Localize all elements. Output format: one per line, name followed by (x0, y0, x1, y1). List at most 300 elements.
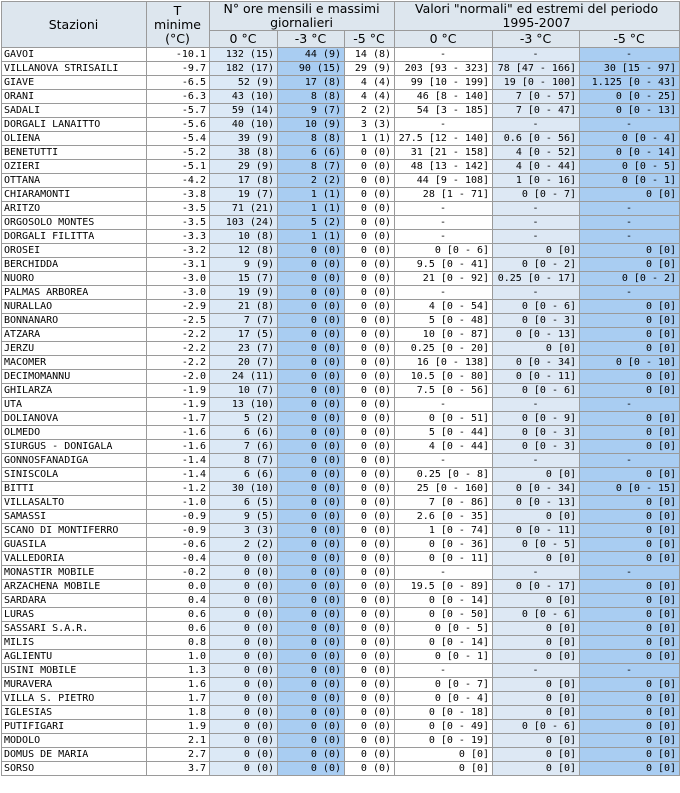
t-min-cell: -0.9 (147, 524, 210, 538)
norm-m5c-cell: 0 [0 - 2] (580, 272, 680, 286)
ore-m5c-cell: 3 (3) (345, 118, 395, 132)
ore-m5c-cell: 0 (0) (345, 272, 395, 286)
ore-0c-cell: 0 (0) (210, 720, 278, 734)
t-min-cell: -2.2 (147, 342, 210, 356)
norm-0c-cell: - (395, 48, 493, 62)
table-row (2, 118, 680, 132)
ore-m5c-cell: 0 (0) (345, 496, 395, 510)
norm-0c-cell: 0 [0 - 50] (395, 608, 493, 622)
norm-m5c-cell: 0 [0] (580, 594, 680, 608)
norm-m5c-cell: 0 [0] (580, 622, 680, 636)
t-min-cell: -5.4 (147, 132, 210, 146)
table-row (2, 692, 680, 706)
norm-m3c-cell: - (493, 286, 580, 300)
norm-0c-cell: 4 [0 - 54] (395, 300, 493, 314)
norm-0c-cell: 0 [0 - 18] (395, 706, 493, 720)
norm-m5c-cell: - (580, 202, 680, 216)
station-name-cell: MACOMER (2, 356, 147, 370)
norm-0c-cell: 27.5 [12 - 140] (395, 132, 493, 146)
ore-0c-cell: 10 (7) (210, 384, 278, 398)
t-min-cell: -6.3 (147, 90, 210, 104)
norm-m3c-cell: - (493, 216, 580, 230)
station-name-cell: OTTANA (2, 174, 147, 188)
station-name-cell: ARZACHENA MOBILE (2, 580, 147, 594)
norm-0c-cell: 5 [0 - 44] (395, 426, 493, 440)
norm-m3c-cell: 0 [0 - 11] (493, 370, 580, 384)
ore-0c-cell: 59 (14) (210, 104, 278, 118)
ore-0c-cell: 0 (0) (210, 566, 278, 580)
ore-m3c-cell: 0 (0) (278, 440, 345, 454)
norm-m5c-cell: 0 [0] (580, 412, 680, 426)
norm-m3c-cell: 4 [0 - 44] (493, 160, 580, 174)
ore-m5c-cell: 0 (0) (345, 174, 395, 188)
ore-m3c-cell: 8 (7) (278, 160, 345, 174)
table-row (2, 174, 680, 188)
table-row (2, 132, 680, 146)
norm-0c-cell: - (395, 202, 493, 216)
norm-m5c-cell: 0 [0] (580, 244, 680, 258)
station-name-cell: MODOLO (2, 734, 147, 748)
ore-m3c-cell: 0 (0) (278, 384, 345, 398)
ore-m3c-cell: 0 (0) (278, 594, 345, 608)
ore-m3c-cell: 0 (0) (278, 538, 345, 552)
table-row (2, 636, 680, 650)
table-row (2, 650, 680, 664)
ore-m5c-cell: 0 (0) (345, 202, 395, 216)
t-min-cell: -5.2 (147, 146, 210, 160)
norm-m5c-cell: 0 [0] (580, 678, 680, 692)
table-row (2, 720, 680, 734)
norm-m5c-cell: 0 [0] (580, 342, 680, 356)
ore-0c-cell: 2 (2) (210, 538, 278, 552)
norm-m3c-cell: 0 [0 - 6] (493, 384, 580, 398)
ore-m3c-cell: 6 (6) (278, 146, 345, 160)
norm-m3c-cell: 0 [0 - 11] (493, 524, 580, 538)
table-row (2, 482, 680, 496)
station-name-cell: ARITZO (2, 202, 147, 216)
norm-m5c-cell: 0 [0] (580, 370, 680, 384)
norm-m5c-cell: 0 [0] (580, 580, 680, 594)
norm-0c-cell: 5 [0 - 48] (395, 314, 493, 328)
norm-0c-cell: 25 [0 - 160] (395, 482, 493, 496)
ore-m3c-cell: 0 (0) (278, 482, 345, 496)
t-min-cell: 2.7 (147, 748, 210, 762)
norm-m3c-cell: 0 [0] (493, 594, 580, 608)
station-name-cell: UTA (2, 398, 147, 412)
station-name-cell: CHIARAMONTI (2, 188, 147, 202)
norm-0c-cell: 0 [0 - 14] (395, 636, 493, 650)
norm-m3c-cell: - (493, 664, 580, 678)
t-min-cell: 1.9 (147, 720, 210, 734)
ore-m5c-cell: 4 (4) (345, 76, 395, 90)
norm-m3c-cell: 0 [0 - 3] (493, 426, 580, 440)
ore-m3c-cell: 0 (0) (278, 566, 345, 580)
norm-m5c-cell: - (580, 566, 680, 580)
ore-0c-cell: 52 (9) (210, 76, 278, 90)
ore-m5c-cell: 29 (9) (345, 62, 395, 76)
ore-m5c-cell: 0 (0) (345, 188, 395, 202)
norm-m5c-cell: 0 [0 - 5] (580, 160, 680, 174)
ore-m5c-cell: 0 (0) (345, 160, 395, 174)
ore-m3c-cell: 1 (1) (278, 202, 345, 216)
table-row (2, 762, 680, 776)
table-row (2, 440, 680, 454)
norm-m3c-cell: 0 [0 - 6] (493, 720, 580, 734)
norm-m5c-cell: 0 [0] (580, 720, 680, 734)
t-min-cell: -2.9 (147, 300, 210, 314)
t-min-cell: 0.4 (147, 594, 210, 608)
ore-0c-cell: 17 (8) (210, 174, 278, 188)
station-name-cell: GIAVE (2, 76, 147, 90)
norm-m5c-cell: 0 [0 - 15] (580, 482, 680, 496)
norm-m3c-cell: 0 [0] (493, 636, 580, 650)
norm-m5c-cell: 0 [0 - 10] (580, 356, 680, 370)
norm-0c-cell: 2.6 [0 - 35] (395, 510, 493, 524)
station-name-cell: GAVOI (2, 48, 147, 62)
norm-0c-cell: 7 [0 - 86] (395, 496, 493, 510)
ore-m3c-cell: 0 (0) (278, 286, 345, 300)
t-min-cell: -3.1 (147, 258, 210, 272)
norm-m3c-cell: 4 [0 - 52] (493, 146, 580, 160)
stazioni-header: Stazioni (2, 2, 147, 48)
ore-0c-cell: 19 (7) (210, 188, 278, 202)
ore-m5c-cell: 0 (0) (345, 608, 395, 622)
norm-0c-cell: 16 [0 - 138] (395, 356, 493, 370)
ore-0c-cell: 10 (8) (210, 230, 278, 244)
norm-0c-cell: 44 [9 - 108] (395, 174, 493, 188)
norm-0c-cell: 21 [0 - 92] (395, 272, 493, 286)
ore-m5c-cell: 0 (0) (345, 748, 395, 762)
table-row (2, 188, 680, 202)
norm-0c-cell: 0 [0 - 7] (395, 678, 493, 692)
ore-m5c-cell: 0 (0) (345, 342, 395, 356)
ore-m5c-cell: 0 (0) (345, 622, 395, 636)
station-name-cell: GONNOSFANADIGA (2, 454, 147, 468)
norm-m5c-cell: 0 [0] (580, 328, 680, 342)
norm-0c-cell: 0 [0 - 5] (395, 622, 493, 636)
station-name-cell: BENETUTTI (2, 146, 147, 160)
t-min-cell: -6.5 (147, 76, 210, 90)
ore-m3c-cell: 0 (0) (278, 678, 345, 692)
ore-m3c-cell: 2 (2) (278, 174, 345, 188)
norm-m3c-cell: 0 [0 - 7] (493, 188, 580, 202)
ore-m3c-cell: 0 (0) (278, 412, 345, 426)
table-row (2, 272, 680, 286)
table-row (2, 342, 680, 356)
ore-0c-cell: 17 (5) (210, 328, 278, 342)
station-name-cell: AGLIENTU (2, 650, 147, 664)
table-row (2, 216, 680, 230)
ore-m5c-cell: 1 (1) (345, 132, 395, 146)
station-name-cell: MURAVERA (2, 678, 147, 692)
norm-0c-cell: 31 [21 - 158] (395, 146, 493, 160)
norm-m3c-cell: 0 [0 - 9] (493, 412, 580, 426)
t-min-cell: -1.0 (147, 496, 210, 510)
norm-m5c-cell: 0 [0] (580, 258, 680, 272)
table-row (2, 300, 680, 314)
ore-m5c-cell: 0 (0) (345, 230, 395, 244)
table-row (2, 678, 680, 692)
norm-0c-cell: - (395, 664, 493, 678)
ore-m3c-cell: 0 (0) (278, 580, 345, 594)
norm-m5c-cell: 0 [0] (580, 188, 680, 202)
table-row (2, 748, 680, 762)
ore-m5c-cell: 0 (0) (345, 538, 395, 552)
station-name-cell: DORGALI FILITTA (2, 230, 147, 244)
station-name-cell: IGLESIAS (2, 706, 147, 720)
ore-m3c-cell: 8 (8) (278, 132, 345, 146)
station-name-cell: SAMASSI (2, 510, 147, 524)
sub-header-ore-m5c: -5 °C (345, 31, 395, 48)
ore-mensili-header: N° ore mensili e massimi giornalieri (210, 2, 395, 31)
table-row (2, 258, 680, 272)
ore-0c-cell: 0 (0) (210, 678, 278, 692)
table-row (2, 202, 680, 216)
ore-0c-cell: 21 (8) (210, 300, 278, 314)
ore-m3c-cell: 0 (0) (278, 720, 345, 734)
ore-m3c-cell: 0 (0) (278, 258, 345, 272)
t-min-cell: -5.6 (147, 118, 210, 132)
ore-m3c-cell: 0 (0) (278, 244, 345, 258)
ore-0c-cell: 0 (0) (210, 734, 278, 748)
ore-m5c-cell: 0 (0) (345, 370, 395, 384)
norm-m3c-cell: 0 [0] (493, 552, 580, 566)
norm-m5c-cell: 0 [0] (580, 608, 680, 622)
norm-m3c-cell: 0 [0 - 13] (493, 328, 580, 342)
ore-m5c-cell: 4 (4) (345, 90, 395, 104)
norm-0c-cell: 0 [0 - 1] (395, 650, 493, 664)
norm-m3c-cell: - (493, 566, 580, 580)
norm-m5c-cell: 0 [0 - 25] (580, 90, 680, 104)
t-min-cell: 0.8 (147, 636, 210, 650)
table-row (2, 468, 680, 482)
t-min-cell: -0.9 (147, 510, 210, 524)
t-min-cell: -10.1 (147, 48, 210, 62)
ore-m3c-cell: 5 (2) (278, 216, 345, 230)
norm-0c-cell: 0 [0 - 14] (395, 594, 493, 608)
norm-m3c-cell: 0.25 [0 - 17] (493, 272, 580, 286)
ore-0c-cell: 3 (3) (210, 524, 278, 538)
ore-m5c-cell: 0 (0) (345, 552, 395, 566)
norm-m5c-cell: 0 [0 - 1] (580, 174, 680, 188)
ore-m5c-cell: 0 (0) (345, 384, 395, 398)
norm-m3c-cell: 0 [0 - 13] (493, 496, 580, 510)
station-name-cell: PALMAS ARBOREA (2, 286, 147, 300)
t-min-cell: -3.0 (147, 272, 210, 286)
ore-m3c-cell: 0 (0) (278, 748, 345, 762)
ore-m5c-cell: 0 (0) (345, 300, 395, 314)
station-name-cell: SARDARA (2, 594, 147, 608)
station-name-cell: OROSEI (2, 244, 147, 258)
station-name-cell: SINISCOLA (2, 468, 147, 482)
norm-m5c-cell: 0 [0 - 14] (580, 146, 680, 160)
ore-0c-cell: 7 (7) (210, 314, 278, 328)
table-row (2, 160, 680, 174)
norm-m5c-cell: 0 [0 - 4] (580, 132, 680, 146)
norm-m5c-cell: - (580, 398, 680, 412)
norm-m5c-cell: 0 [0] (580, 538, 680, 552)
table-row (2, 370, 680, 384)
ore-m3c-cell: 17 (8) (278, 76, 345, 90)
ore-0c-cell: 132 (15) (210, 48, 278, 62)
norm-0c-cell: 54 [3 - 185] (395, 104, 493, 118)
ore-m5c-cell: 0 (0) (345, 524, 395, 538)
ore-0c-cell: 0 (0) (210, 594, 278, 608)
t-min-cell: -3.5 (147, 202, 210, 216)
norm-m3c-cell: 78 [47 - 166] (493, 62, 580, 76)
ore-m3c-cell: 9 (7) (278, 104, 345, 118)
station-name-cell: OLMEDO (2, 426, 147, 440)
ore-0c-cell: 9 (9) (210, 258, 278, 272)
norm-m5c-cell: 0 [0] (580, 524, 680, 538)
norm-m3c-cell: 0 [0] (493, 342, 580, 356)
station-name-cell: GUASILA (2, 538, 147, 552)
table-row (2, 734, 680, 748)
norm-m3c-cell: - (493, 454, 580, 468)
t-min-cell: -1.7 (147, 412, 210, 426)
norm-m3c-cell: - (493, 398, 580, 412)
ore-0c-cell: 5 (2) (210, 412, 278, 426)
norm-m5c-cell: 0 [0] (580, 734, 680, 748)
t-min-cell: -3.8 (147, 188, 210, 202)
norm-m3c-cell: 19 [0 - 100] (493, 76, 580, 90)
table-row (2, 510, 680, 524)
norm-m3c-cell: 0 [0] (493, 678, 580, 692)
ore-m5c-cell: 0 (0) (345, 468, 395, 482)
ore-m3c-cell: 0 (0) (278, 692, 345, 706)
norm-m5c-cell: 0 [0] (580, 762, 680, 776)
t-min-cell: -1.6 (147, 426, 210, 440)
table-row (2, 566, 680, 580)
ore-0c-cell: 0 (0) (210, 580, 278, 594)
norm-m3c-cell: - (493, 48, 580, 62)
t-min-cell: -1.4 (147, 468, 210, 482)
norm-m5c-cell: 0 [0] (580, 748, 680, 762)
station-name-cell: DOLIANOVA (2, 412, 147, 426)
t-min-cell: 0.6 (147, 608, 210, 622)
ore-0c-cell: 103 (24) (210, 216, 278, 230)
ore-m3c-cell: 0 (0) (278, 636, 345, 650)
norm-0c-cell: - (395, 566, 493, 580)
ore-m3c-cell: 0 (0) (278, 328, 345, 342)
table-row (2, 62, 680, 76)
table-row (2, 230, 680, 244)
station-name-cell: DOMUS DE MARIA (2, 748, 147, 762)
station-name-cell: PUTIFIGARI (2, 720, 147, 734)
norm-0c-cell: 46 [8 - 140] (395, 90, 493, 104)
norm-m3c-cell: 1 [0 - 16] (493, 174, 580, 188)
table-row (2, 412, 680, 426)
norm-0c-cell: 0 [0 - 51] (395, 412, 493, 426)
t-min-cell: 1.0 (147, 650, 210, 664)
ore-m3c-cell: 44 (9) (278, 48, 345, 62)
ore-m3c-cell: 0 (0) (278, 706, 345, 720)
table-row (2, 622, 680, 636)
norm-m3c-cell: 0 [0 - 34] (493, 356, 580, 370)
norm-m5c-cell: 0 [0] (580, 384, 680, 398)
ore-0c-cell: 0 (0) (210, 664, 278, 678)
norm-0c-cell: - (395, 216, 493, 230)
table-row (2, 328, 680, 342)
table-row (2, 706, 680, 720)
norm-0c-cell: 0 [0 - 6] (395, 244, 493, 258)
ore-0c-cell: 6 (5) (210, 496, 278, 510)
ore-m5c-cell: 0 (0) (345, 692, 395, 706)
norm-0c-cell: 28 [1 - 71] (395, 188, 493, 202)
table-row (2, 104, 680, 118)
norm-m5c-cell: 1.125 [0 - 43] (580, 76, 680, 90)
norm-0c-cell: 10.5 [0 - 80] (395, 370, 493, 384)
norm-m3c-cell: 0 [0] (493, 468, 580, 482)
ore-m3c-cell: 0 (0) (278, 524, 345, 538)
ore-0c-cell: 12 (8) (210, 244, 278, 258)
table-row (2, 524, 680, 538)
station-name-cell: MONASTIR MOBILE (2, 566, 147, 580)
norm-m5c-cell: 0 [0] (580, 706, 680, 720)
ore-m3c-cell: 0 (0) (278, 370, 345, 384)
ore-0c-cell: 0 (0) (210, 622, 278, 636)
norm-m5c-cell: 0 [0] (580, 440, 680, 454)
ore-m5c-cell: 0 (0) (345, 734, 395, 748)
ore-0c-cell: 9 (5) (210, 510, 278, 524)
t-min-cell: -0.4 (147, 552, 210, 566)
station-name-cell: DECIMOMANNU (2, 370, 147, 384)
norm-m3c-cell: 0 [0 - 2] (493, 258, 580, 272)
norm-m5c-cell: - (580, 48, 680, 62)
ore-m3c-cell: 0 (0) (278, 426, 345, 440)
ore-0c-cell: 38 (8) (210, 146, 278, 160)
ore-m5c-cell: 14 (8) (345, 48, 395, 62)
table-row (2, 454, 680, 468)
norm-0c-cell: - (395, 118, 493, 132)
sub-header-norm-0c: 0 °C (395, 31, 493, 48)
t-min-cell: -0.2 (147, 566, 210, 580)
norm-m3c-cell: 0 [0] (493, 748, 580, 762)
ore-m5c-cell: 0 (0) (345, 216, 395, 230)
station-name-cell: ATZARA (2, 328, 147, 342)
ore-m3c-cell: 0 (0) (278, 468, 345, 482)
norm-m3c-cell: 0 [0 - 6] (493, 300, 580, 314)
ore-m5c-cell: 0 (0) (345, 258, 395, 272)
ore-m5c-cell: 0 (0) (345, 146, 395, 160)
norm-m5c-cell: 0 [0] (580, 468, 680, 482)
norm-0c-cell: 48 [13 - 142] (395, 160, 493, 174)
t-min-cell: 1.8 (147, 706, 210, 720)
norm-0c-cell: 1 [0 - 74] (395, 524, 493, 538)
norm-m3c-cell: 0 [0 - 3] (493, 314, 580, 328)
norm-0c-cell: 0.25 [0 - 20] (395, 342, 493, 356)
ore-m3c-cell: 0 (0) (278, 510, 345, 524)
ore-0c-cell: 39 (9) (210, 132, 278, 146)
tmin-header: T minime (°C) (147, 2, 210, 48)
station-name-cell: ORGOSOLO MONTES (2, 216, 147, 230)
norm-0c-cell: 203 [93 - 323] (395, 62, 493, 76)
ore-0c-cell: 0 (0) (210, 692, 278, 706)
table-row (2, 496, 680, 510)
sub-header-norm-m3c: -3 °C (493, 31, 580, 48)
ore-m3c-cell: 0 (0) (278, 622, 345, 636)
station-name-cell: VALLEDORIA (2, 552, 147, 566)
norm-m3c-cell: - (493, 202, 580, 216)
norm-0c-cell: 0 [0 - 49] (395, 720, 493, 734)
ore-m5c-cell: 0 (0) (345, 636, 395, 650)
norm-m3c-cell: 0 [0] (493, 692, 580, 706)
ore-m5c-cell: 0 (0) (345, 454, 395, 468)
station-name-cell: VILLA S. PIETRO (2, 692, 147, 706)
norm-m3c-cell: 0.6 [0 - 56] (493, 132, 580, 146)
t-min-cell: -5.7 (147, 104, 210, 118)
ore-m5c-cell: 0 (0) (345, 426, 395, 440)
